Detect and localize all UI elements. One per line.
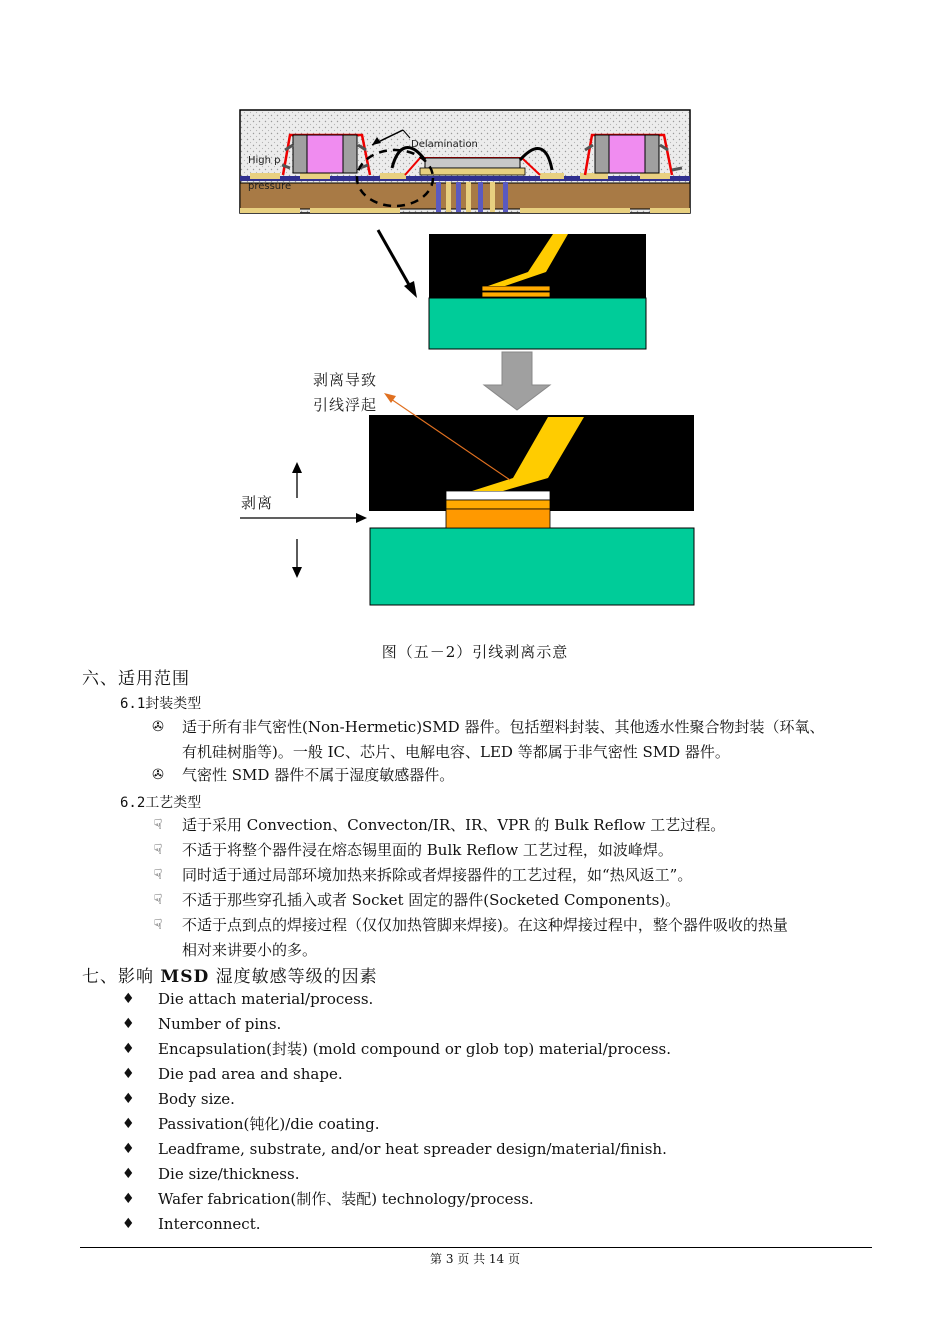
delamination-label: Delamination (411, 139, 478, 150)
diamond-bullet-icon: ♦ (122, 1166, 135, 1182)
list-item (148, 888, 868, 913)
page-footer: 第 3 页 共 14 页 (430, 1252, 520, 1266)
section6-title: 六、适用范围 (82, 669, 190, 689)
section7-title (82, 962, 378, 987)
hand-bullet-icon: ☟ (153, 842, 163, 858)
diamond-bullet-icon: ♦ (122, 1141, 135, 1157)
zoom-view-after (240, 393, 694, 605)
diamond-bullet-icon: ♦ (122, 1066, 135, 1082)
section6-2-title: 6.2工艺类型 (120, 795, 202, 811)
annotation-line-2: 引线浮起 (313, 396, 378, 414)
list-item-text: 适于所有非气密性(Non-Hermetic)SMD 器件。包括塑料封装、其他透水性聚合物封装（环氧、 (182, 718, 825, 736)
list-item-text: Passivation(钝化)/die coating. (158, 1115, 380, 1133)
list-item-text: Die pad area and shape. (158, 1065, 343, 1083)
clock-bullet-icon: ✇ (152, 719, 164, 735)
list-item-text: Number of pins. (158, 1015, 282, 1033)
list-item-text: Interconnect. (158, 1215, 261, 1233)
hand-bullet-icon: ☟ (153, 917, 163, 933)
list-item (148, 838, 868, 863)
list-item-text: 适于采用 Convection、Convecton/IR、IR、VPR 的 Bulk Reflow 工艺过程。 (182, 816, 726, 834)
list-item-text: 不适于点到点的焊接过程（仅仅加热管脚来焊接)。在这种焊接过程中，整个器件吸收的热量 (182, 916, 788, 934)
hand-bullet-icon: ☟ (153, 817, 163, 833)
diamond-bullet-icon: ♦ (122, 1191, 135, 1207)
diamond-bullet-icon: ♦ (122, 1091, 135, 1107)
list-item-text: Encapsulation(封装) (mold compound or glob top) material/process. (158, 1040, 672, 1058)
list-item-text: 气密性 SMD 器件不属于湿度敏感器件。 (182, 766, 455, 784)
list-item-text: Body size. (158, 1090, 235, 1108)
section6-1-title: 6.1封装类型 (120, 696, 202, 712)
list-item (148, 913, 868, 963)
diamond-bullet-icon: ♦ (122, 1116, 135, 1132)
footer-divider (80, 1247, 872, 1248)
list-item-text-cont: 相对来讲要小的多。 (182, 941, 318, 959)
figure-caption: 图（五－2）引线剥离示意 (381, 643, 569, 661)
list-item-text: Wafer fabrication(制作、装配) technology/process. (158, 1190, 534, 1208)
zoom-view-before (429, 234, 646, 349)
section7-title-bold: MSD (160, 967, 210, 987)
list-item-text: 不适于那些穿孔插入或者 Socket 固定的器件(Socketed Components)。 (182, 891, 681, 909)
diamond-bullet-icon: ♦ (122, 1216, 135, 1232)
diamond-bullet-icon: ♦ (122, 1016, 135, 1032)
delamination-figure (0, 0, 950, 640)
list-item-text: Die attach material/process. (158, 990, 374, 1008)
list-item-text: Die size/thickness. (158, 1165, 300, 1183)
list-item-text: 不适于将整个器件浸在熔态锡里面的 Bulk Reflow 工艺过程，如波峰焊。 (182, 841, 673, 859)
section7-title-prefix: 七、影响 (82, 967, 161, 987)
diamond-bullet-icon: ♦ (122, 991, 135, 1007)
zoom-arrow (378, 230, 417, 298)
list-item (148, 863, 868, 888)
list-item-text: Leadframe, substrate, and/or heat spreader design/material/finish. (158, 1140, 667, 1158)
clock-bullet-icon: ✇ (152, 767, 164, 783)
list-item-text-cont: 有机硅树脂等)。一般 IC、芯片、电解电容、LED 等都属于非气密性 SMD 器件。 (182, 743, 730, 761)
section7-title-suffix: 湿度敏感等级的因素 (209, 967, 378, 987)
package-cross-section (240, 110, 690, 213)
hand-bullet-icon: ☟ (153, 867, 163, 883)
annotation-line-1: 剥离导致 (313, 371, 378, 389)
hand-bullet-icon: ☟ (153, 892, 163, 908)
list-item (148, 715, 868, 765)
side-label: 剥离 (241, 494, 274, 512)
list-item-text: 同时适于通过局部环境加热来拆除或者焊接器件的工艺过程，如“热风返工”。 (182, 866, 693, 884)
high-pressure-label-line1: High p (248, 155, 281, 166)
list-item (148, 813, 868, 838)
diamond-bullet-icon: ♦ (122, 1041, 135, 1057)
list-item (148, 763, 868, 788)
process-arrow (484, 352, 550, 410)
high-pressure-label-line2: pressure (248, 181, 292, 192)
